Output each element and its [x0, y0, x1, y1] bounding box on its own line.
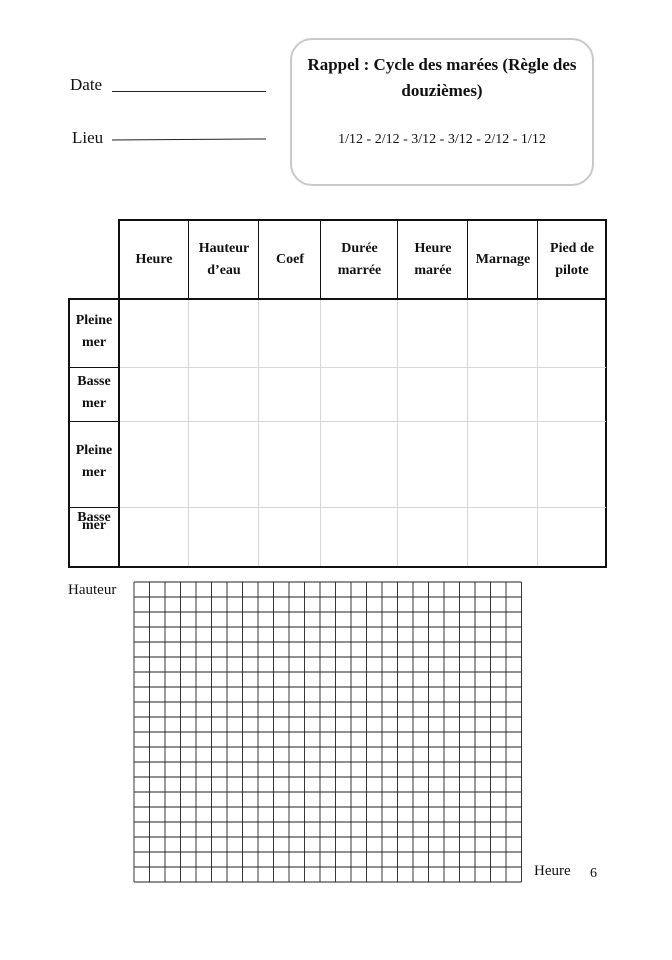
column-header-pied-de-pilote: Pied de pilote	[550, 240, 594, 278]
row-label-pleine-mer: Pleine mer	[75, 313, 113, 350]
column-header-coef: Coef	[276, 251, 304, 267]
table-bottom-border	[68, 566, 607, 568]
x-axis-label: Heure	[534, 863, 571, 879]
table-body-cells[interactable]	[120, 300, 605, 566]
header-separator	[397, 219, 398, 299]
column-header-hauteur-eau: Hauteur d’eau	[198, 240, 250, 278]
place-label: Lieu	[72, 128, 104, 147]
row-label-left-border	[68, 298, 70, 568]
row-label-separator	[68, 367, 119, 368]
header-separator	[537, 219, 538, 299]
table-right-border	[605, 219, 607, 568]
date-label: Date	[70, 75, 103, 94]
row-label-basse-mer: Basse mer	[77, 510, 111, 533]
column-header-heure-maree: Heure marée	[414, 240, 452, 278]
header-separator	[320, 219, 321, 299]
reminder-title: Rappel : Cycle des marées (Règle des douzièmes)	[307, 55, 577, 100]
header-separator	[258, 219, 259, 299]
column-header-duree-maree: Durée marrée	[337, 240, 382, 278]
tide-graph-grid[interactable]	[134, 582, 524, 884]
column-header-heure: Heure	[135, 251, 173, 267]
row-label-separator	[68, 421, 119, 422]
row-label-separator	[68, 507, 119, 508]
twelfths-rule: 1/12 - 2/12 - 3/12 - 3/12 - 2/12 - 1/12	[338, 132, 546, 147]
page-number: 6	[590, 866, 597, 881]
row-label-pleine-mer: Pleine mer	[75, 443, 113, 480]
row-label-basse-mer: Basse mer	[77, 374, 111, 411]
y-axis-label: Hauteur	[68, 582, 117, 598]
header-separator	[188, 219, 189, 299]
header-separator	[467, 219, 468, 299]
column-header-marnage: Marnage	[475, 251, 531, 267]
